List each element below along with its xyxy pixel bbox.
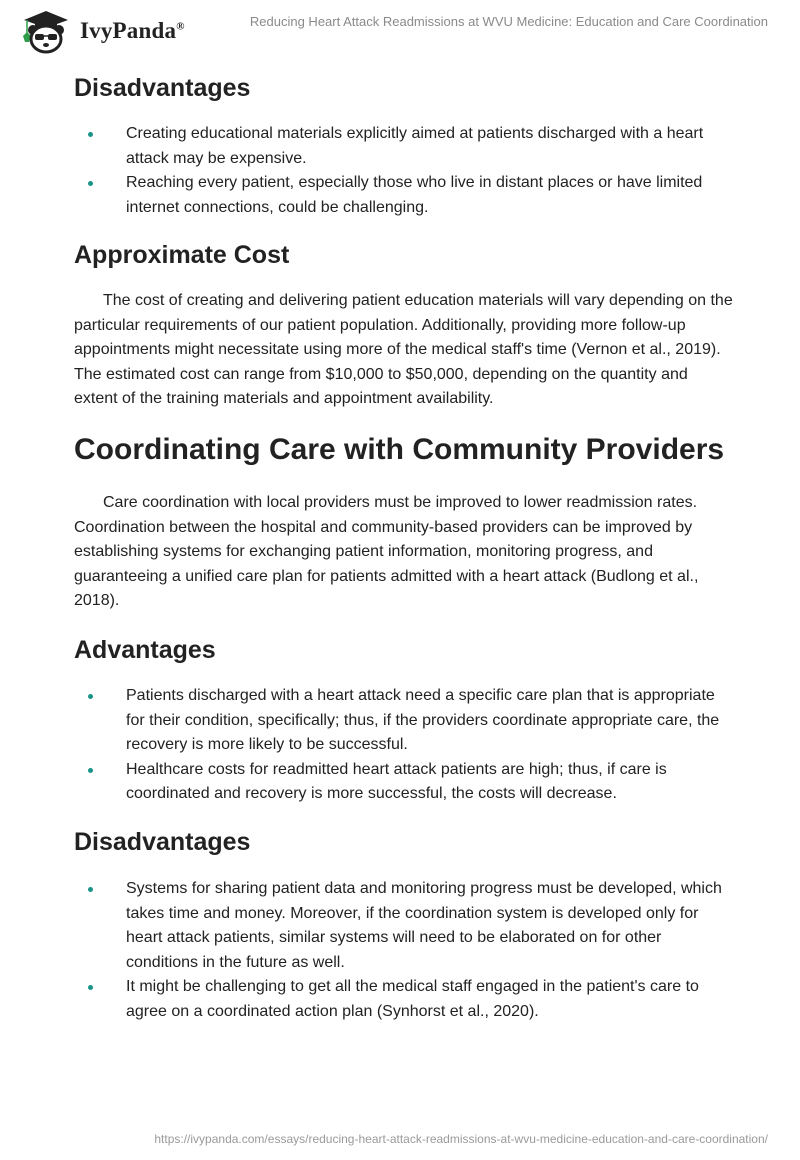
section-heading-disadvantages: Disadvantages — [74, 74, 251, 102]
list-item: Creating educational materials explicitly aimed at patients discharged with a heart attack may be expensive. — [74, 122, 734, 171]
bullet-icon — [88, 132, 93, 137]
list-item: Patients discharged with a heart attack need a specific care plan that is appropriate for their condition, specifically; thus, if the providers coordinate appropriate care, the recovery is more likely to be successful. — [74, 684, 734, 758]
page-header — [0, 0, 800, 60]
source-url[interactable]: https://ivypanda.com/essays/reducing-heart-attack-readmissions-at-wvu-medicine-education-and-care-coordination/ — [154, 1132, 768, 1146]
advantages-list — [74, 684, 734, 807]
list-item: Systems for sharing patient data and monitoring progress must be developed, which takes time and money. Moreover, if the coordination system is developed only for heart attack patients, similar systems will need to be elaborated on for other conditions in the future as well. — [74, 877, 734, 975]
cost-paragraph: The cost of creating and delivering patient education materials will vary depending on the particular requirements of our patient population. Additionally, providing more follow-up appointments might necessitate using more of the medical staff's time (Vernon et al., 2019). The estimated cost can range from $10,000 to $50,000, depending on the quantity and extent of the training materials and appointment availability. — [74, 292, 733, 407]
section-heading-disadvantages-2: Disadvantages — [74, 828, 251, 856]
ivypanda-logo[interactable] — [20, 8, 185, 54]
section-heading-advantages: Advantages — [74, 636, 216, 664]
bullet-icon — [88, 181, 93, 186]
panda-graduate-icon — [20, 8, 72, 54]
list-item: It might be challenging to get all the medical staff engaged in the patient's care to agree on a coordinated action plan (Synhorst et al., 2020). — [74, 975, 734, 1024]
bullet-icon — [88, 694, 93, 699]
disadvantages-list-2 — [74, 877, 734, 1024]
list-item: Healthcare costs for readmitted heart attack patients are high; thus, if care is coordinated and recovery is more successful, the costs will decrease. — [74, 758, 734, 807]
section-heading-approximate-cost: Approximate Cost — [74, 241, 290, 269]
coordinating-paragraph: Care coordination with local providers must be improved to lower readmission rates. Coordination between the hospital and community-based providers can be improved by establishing systems for exchanging patient information, monitoring progress, and guaranteeing a unified care plan for patients admitted with a heart attack (Budlong et al., 2018). — [74, 494, 699, 609]
list-item: Reaching every patient, especially those who live in distant places or have limited internet connections, could be challenging. — [74, 171, 734, 220]
bullet-icon — [88, 887, 93, 892]
bullet-icon — [88, 768, 93, 773]
bullet-icon — [88, 985, 93, 990]
brand-name: IvyPanda® — [80, 18, 185, 43]
section-heading-coordinating-care: Coordinating Care with Community Providers — [74, 433, 725, 466]
disadvantages-list — [74, 122, 734, 220]
document-title: Reducing Heart Attack Readmissions at WVU Medicine: Education and Care Coordination — [249, 14, 768, 29]
